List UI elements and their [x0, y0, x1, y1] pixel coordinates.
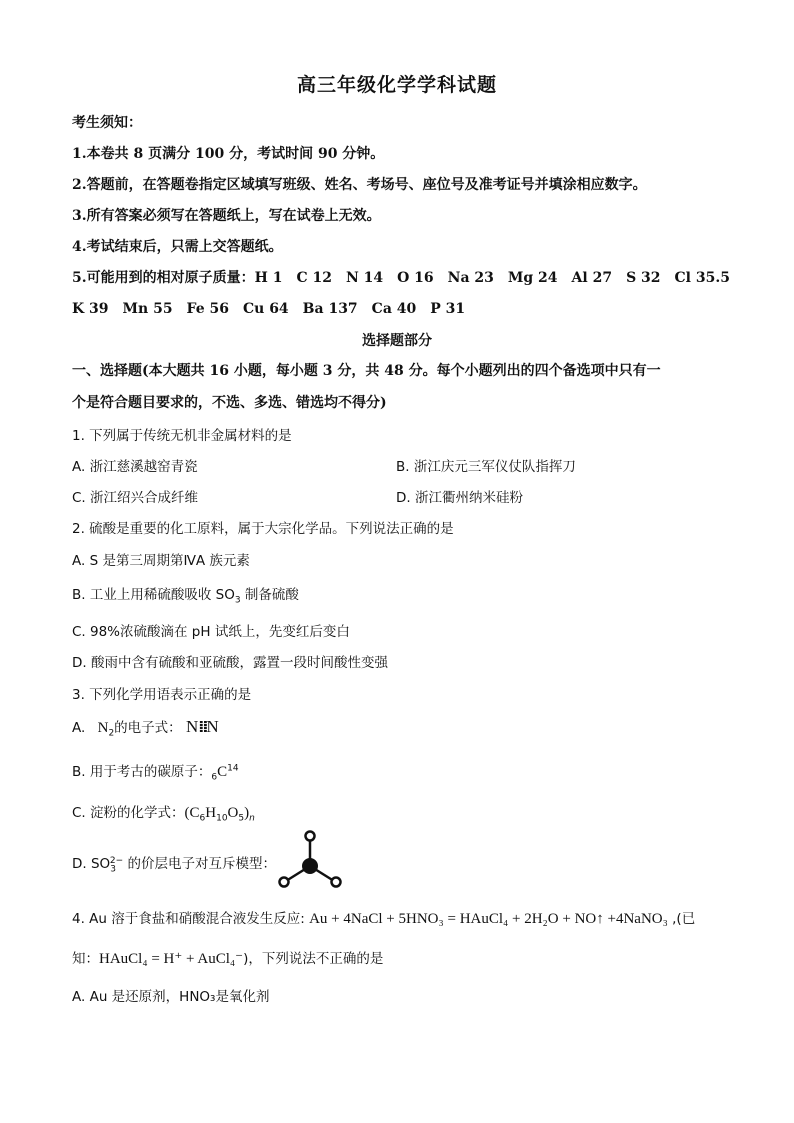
- q2-option-b: [72, 583, 299, 606]
- q4-stem: [72, 907, 695, 928]
- q2-option-b-post: 制备硫酸: [240, 587, 299, 603]
- q3-option-c-h: H: [205, 805, 217, 821]
- q3-option-c-o: O: [227, 805, 239, 821]
- q3-option-b: [72, 760, 239, 783]
- q3-option-b-text: B. 用于考古的碳原子：: [72, 764, 212, 780]
- q3-option-a-formula: N: [97, 720, 109, 736]
- q1-option-a: A. 浙江慈溪越窑青瓷: [72, 459, 198, 475]
- q2-stem: 2. 硫酸是重要的化工原料，属于大宗化学品。下列说法正确的是: [72, 521, 454, 537]
- q3-option-d-charge: 2−: [109, 855, 124, 866]
- q3-option-a-struct-right: N: [206, 717, 219, 736]
- section-title: 选择题部分: [362, 333, 432, 349]
- q3-option-a-sub: 2: [108, 728, 115, 739]
- part1-line2: 个是符合题目要求的，不选、多选、错选均不得分): [72, 395, 387, 411]
- notice-2: 2.答题前，在答题卷指定区域填写班级、姓名、考场号、座位号及准考证号并填涂相应数字。: [72, 177, 647, 193]
- q2-option-b-sub: 3: [234, 595, 241, 606]
- q3-option-c-close: ): [244, 805, 250, 821]
- notice-6: K 39 Mn 55 Fe 56 Cu 64 Ba 137 Ca 40 P 31: [72, 301, 466, 317]
- q2-option-c: C. 98%浓硫酸滴在 pH 试纸上，先变红后变白: [72, 624, 350, 640]
- q3-option-a-text: 的电子式：: [114, 720, 182, 736]
- q3-option-d-post: 的价层电子对互斥模型：: [123, 856, 276, 872]
- q4-line2-pre: 知：: [72, 951, 99, 967]
- q3-option-a-dots: ⁞⁞: [198, 717, 207, 736]
- q3-option-b-symbol: C: [217, 764, 228, 780]
- q3-option-b-proton-number: 6: [211, 772, 218, 783]
- q3-option-a-label: A.: [72, 720, 86, 736]
- q3-option-c-sub-h: 10: [216, 813, 228, 824]
- q3-option-d-pre: D. SO: [72, 856, 111, 872]
- q3-option-d: [72, 852, 276, 875]
- q3-option-c-text: C. 淀粉的化学式：: [72, 805, 185, 821]
- q3-option-c-sub-o: 5: [238, 813, 245, 824]
- notice-1: 1.本卷共 8 页满分 100 分，考试时间 90 分钟。: [72, 146, 385, 162]
- q1-option-b: B. 浙江庆元三军仪仗队指挥刀: [396, 459, 576, 475]
- q1-stem: 1. 下列属于传统无机非金属材料的是: [72, 428, 292, 444]
- q3-stem: 3. 下列化学用语表示正确的是: [72, 687, 252, 703]
- q4-option-a: A. Au 是还原剂，HNO₃是氧化剂: [72, 989, 270, 1005]
- vsepr-model-icon: [270, 826, 350, 896]
- part1-line1: 一、选择题(本大题共 16 小题，每小题 3 分，共 48 分。每个小题列出的四个备选项中只有一: [72, 363, 661, 379]
- q1-option-d: D. 浙江衢州纳米硅粉: [396, 490, 523, 506]
- q4-stem-pre: 4. Au 溶于食盐和硝酸混合液发生反应:: [72, 911, 310, 927]
- q4-line2-post: )，下列说法不正确的是: [243, 951, 384, 967]
- q2-option-a: A. S 是第三周期第ⅣA 族元素: [72, 553, 250, 569]
- q3-option-a: [72, 716, 219, 739]
- notice-5: 5.可能用到的相对原子质量：H 1 C 12 N 14 O 16 Na 23 Mg 24 Al 27 S 32 Cl 35.5: [72, 270, 730, 286]
- q3-option-b-mass-number: 14: [227, 763, 239, 774]
- q4-known-equation: HAuCl₄ = H⁺ + AuCl₄⁻: [99, 951, 244, 967]
- page-title: 高三年级化学学科试题: [296, 74, 497, 96]
- q4-equation: Au + 4NaCl + 5HNO₃ = HAuCl₄ + 2H₂O + NO↑ +4NaNO₃: [309, 911, 668, 927]
- q3-option-c: [72, 801, 255, 824]
- q1-option-c: C. 浙江绍兴合成纤维: [72, 490, 199, 506]
- q4-line2: [72, 947, 383, 968]
- q2-option-b-pre: B. 工业上用稀硫酸吸收 SO: [72, 587, 235, 603]
- q3-option-c-open: (C: [184, 805, 200, 821]
- q3-option-c-n: n: [249, 813, 255, 824]
- q3-option-a-struct-left: N: [185, 717, 199, 736]
- notice-3: 3.所有答案必须写在答题纸上，写在试卷上无效。: [72, 208, 381, 224]
- q4-stem-post: ,(已: [667, 911, 696, 927]
- q2-option-d: D. 酸雨中含有硫酸和亚硫酸，露置一段时间酸性变强: [72, 655, 388, 671]
- q3-option-c-sub-c: 6: [199, 813, 206, 824]
- q3-option-d-sub: 3: [110, 864, 116, 875]
- notice-4: 4.考试结束后，只需上交答题纸。: [72, 239, 283, 255]
- notice-heading: 考生须知：: [72, 115, 142, 131]
